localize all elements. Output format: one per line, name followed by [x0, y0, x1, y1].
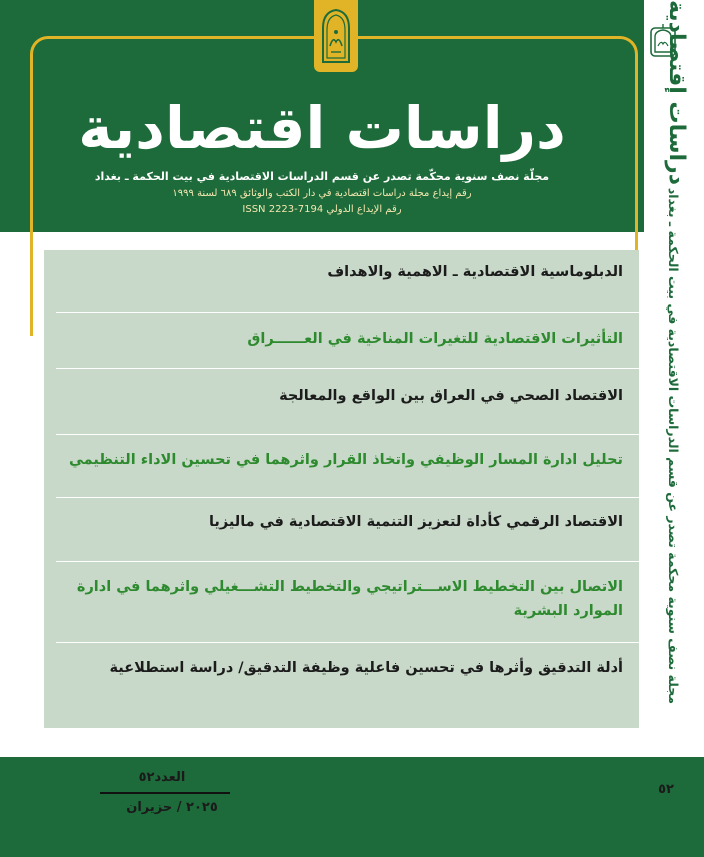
spine-subtitle: مجلة نصف سنوية محكمة تصدر عن قسم الدراسات الاقتصادية في بيت الحكمة ـ بغداد [666, 187, 681, 704]
article-title[interactable]: الدبلوماسية الاقتصادية ـ الاهمية والاهداف [327, 264, 623, 280]
divider [56, 497, 639, 498]
article-title[interactable]: أدلة التدقيق وأثرها في تحسين فاعلية وظيفة التدقيق/ دراسة استطلاعية [109, 660, 623, 676]
article-title[interactable]: تحليل ادارة المسار الوظيفي واتخاذ القرار واثرهما في تحسين الاداء التنظيمي [69, 452, 623, 468]
issue-number: العدد٥٢ [138, 770, 186, 785]
divider [56, 312, 639, 313]
issn-number: رقم الإيداع الدولي ISSN 2223-7194 [242, 204, 402, 215]
divider [56, 561, 639, 562]
journal-subtitle: مجلّة نصف سنوية محكّمة تصدر عن قسم الدراسات الاقتصادية في بيت الحكمة ـ بغداد [94, 170, 550, 183]
deposit-number: رقم إيداع مجلة دراسات اقتصادية في دار الكتب والوثائق ٦٨٩ لسنة ١٩٩٩ [172, 188, 472, 199]
article-title[interactable]: الاقتصاد الرقمي كأداة لتعزيز التنمية الاقتصادية في ماليزيا [208, 514, 623, 530]
spine-issue-number: ٥٢ [658, 782, 674, 797]
article-title[interactable]: الاقتصاد الصحي في العراق بين الواقع والمعالجة [279, 388, 623, 404]
article-title[interactable]: التأثيرات الاقتصادية للتغيرات المناخية في العــــــراق [247, 331, 623, 347]
divider [56, 642, 639, 643]
bottom-band [0, 757, 704, 857]
issue-underline [100, 792, 230, 794]
articles-panel [44, 250, 639, 728]
logo-emblem-icon [319, 6, 353, 66]
divider [56, 368, 639, 369]
journal-title: دراسات اقتصادية [78, 94, 566, 162]
issue-date: ٢٠٢٥ / حزيران [126, 800, 218, 815]
bottom-gap [0, 737, 704, 757]
spine-title: دراسات إقتصادية [664, 0, 689, 185]
bayt-al-hikma-logo [314, 0, 358, 72]
divider [56, 434, 639, 435]
article-title[interactable]: الاتصال بين التخطيط الاســـتراتيجي والتخطيط التشـــغيلي واثرهما في ادارة الموارد البشرية [76, 579, 623, 619]
